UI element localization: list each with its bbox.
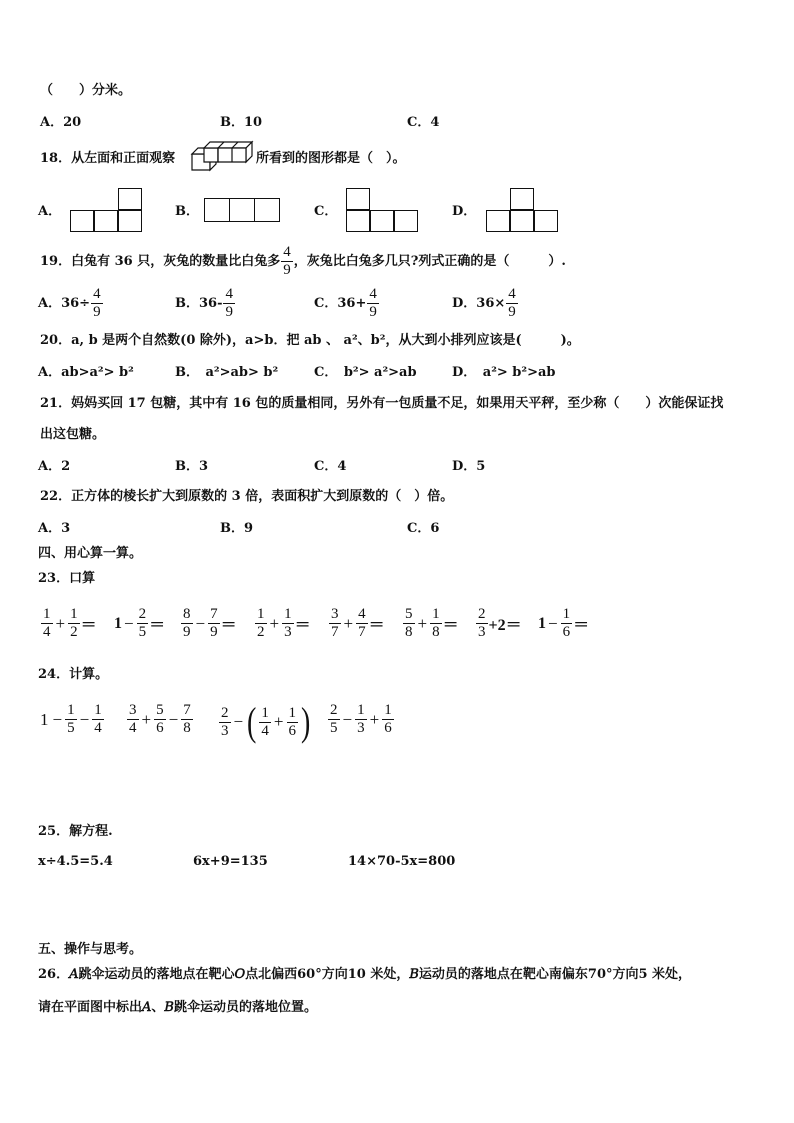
q24-item-3: 2 3 − ( 1 4 + $\frac{1}{6}$ ) (221, 699, 311, 744)
q25-title: 25．解方程. (38, 824, 113, 839)
q22-option-c[interactable]: C．6 (407, 521, 440, 536)
q20-option-d[interactable]: D． a²> b²>ab (452, 365, 556, 380)
q17-option-b[interactable]: B．10 (220, 115, 263, 130)
q20-option-c[interactable]: C． b²> a²>ab (314, 365, 417, 380)
q22-option-b[interactable]: B．9 (220, 521, 254, 536)
section-5-heading: 五、操作与思考。 (38, 942, 143, 957)
q25-equation-2: 6x+9=135 (193, 854, 268, 869)
q19-prompt-suffix: ，灰兔比白兔多几只?列式正确的是（ ）. (293, 253, 566, 269)
q23-item-5: 3 7 + $\frac{4}{7}$ ＝ (331, 606, 385, 640)
q19-prompt (40, 244, 566, 279)
q25-equation-3: 14×70-5x=800 (348, 854, 456, 869)
q21-prompt-line1: 21．妈妈买回 17 包糖，其中有 16 包的质量相同，另外有一包质量不足，如果用天平秤，至少称（ ）次能保证找 (40, 396, 724, 411)
q21-option-d[interactable]: D．5 (452, 459, 486, 474)
q24-item-2: 3 4 + $\frac{5}{6}$ − $\frac{7}{8}$ (129, 702, 191, 736)
q20-option-a[interactable]: A．ab>a²> b² (38, 365, 134, 380)
q18-option-d[interactable]: D． (452, 204, 477, 219)
q21-option-c[interactable]: C．4 (314, 459, 347, 474)
q23-item-4: 1 2 + $\frac{1}{3}$ ＝ (257, 606, 311, 640)
q19-option-c[interactable]: C．36+ $\frac{4}{9}$ (314, 286, 377, 320)
q23-item-2: 1 − $\frac{2}{5}$ ＝ (114, 606, 166, 640)
q22-prompt: 22．正方体的棱长扩大到原数的 3 倍，表面积扩大到原数的（ ）倍。 (40, 489, 454, 504)
q25-equation-1: x÷4.5=5.4 (38, 854, 113, 869)
q26-prompt-line2: 请在平面图中标出𝐴、𝐵跳伞运动员的落地位置。 (38, 1000, 317, 1015)
q18-cube-stack-figure (188, 140, 256, 174)
q18-option-a[interactable]: A． (38, 204, 62, 219)
q23-item-7: 2 3 +2＝ (478, 606, 522, 640)
q19-option-d[interactable]: D．36× $\frac{4}{9}$ (452, 286, 516, 320)
q18-figure-d[interactable] (486, 186, 566, 234)
q18-figure-a[interactable] (70, 186, 150, 234)
right-paren: ) (301, 699, 311, 744)
q20-prompt: 20．a, b 是两个自然数(0 除外)，a>b．把 ab 、 a²、b²，从大到小排列应该是( )。 (40, 333, 580, 348)
q19-prompt-prefix: 19．白兔有 36 只，灰兔的数量比白兔多 (40, 253, 281, 269)
q22-option-a[interactable]: A．3 (38, 521, 71, 536)
q18-figure-b[interactable] (204, 198, 284, 224)
q19-prompt-fraction: 4 9 (283, 244, 291, 278)
q23-item-8: 1 − $\frac{1}{6}$ ＝ (538, 606, 590, 640)
section-4-heading: 四、用心算一算。 (38, 546, 143, 561)
q23-item-1: 1 4 + $\frac{1}{2}$ ＝ (43, 606, 97, 640)
q23-title: 23．口算 (38, 571, 96, 586)
q20-option-b[interactable]: B． a²>ab> b² (175, 365, 279, 380)
q18-prompt-prefix: 18．从左面和正面观察 (40, 151, 176, 166)
left-paren: ( (247, 699, 257, 744)
q24-title: 24．计算。 (38, 667, 109, 682)
q19-option-a[interactable]: A．36÷ $\frac{4}{9}$ (38, 286, 101, 320)
q18-option-b[interactable]: B． (175, 204, 199, 219)
q17-option-a[interactable]: A．20 (40, 115, 82, 130)
q26-prompt-line1: 26．𝐴跳伞运动员的落地点在靶心𝑂点北偏西60°方向10 米处，𝐵运动员的落地点在靶心南偏东70°方向5 米处， (38, 967, 692, 982)
q17-option-c[interactable]: C．4 (407, 115, 440, 130)
q23-item-3: 8 9 − $\frac{7}{9}$ ＝ (183, 606, 237, 640)
q21-prompt-line2: 出这包糖。 (40, 427, 106, 442)
q18-prompt-suffix: 所看到的图形都是（ ）。 (256, 151, 406, 166)
q21-option-a[interactable]: A．2 (38, 459, 71, 474)
q19-option-b[interactable]: B．36- 4 9 (175, 286, 233, 320)
q24-item-4: 2 5 − $\frac{1}{3}$ + $\frac{1}{6}$ (330, 702, 392, 736)
q17-tail-text: （ ）分米。 (40, 83, 132, 98)
q18-option-c[interactable]: C． (314, 204, 338, 219)
q24-item-1: 1 − $\frac{1}{5}$ − $\frac{1}{4}$ (40, 702, 102, 736)
q21-option-b[interactable]: B．3 (175, 459, 209, 474)
q18-figure-c[interactable] (346, 186, 426, 234)
q23-item-6: 5 8 + $\frac{1}{8}$ ＝ (405, 606, 459, 640)
